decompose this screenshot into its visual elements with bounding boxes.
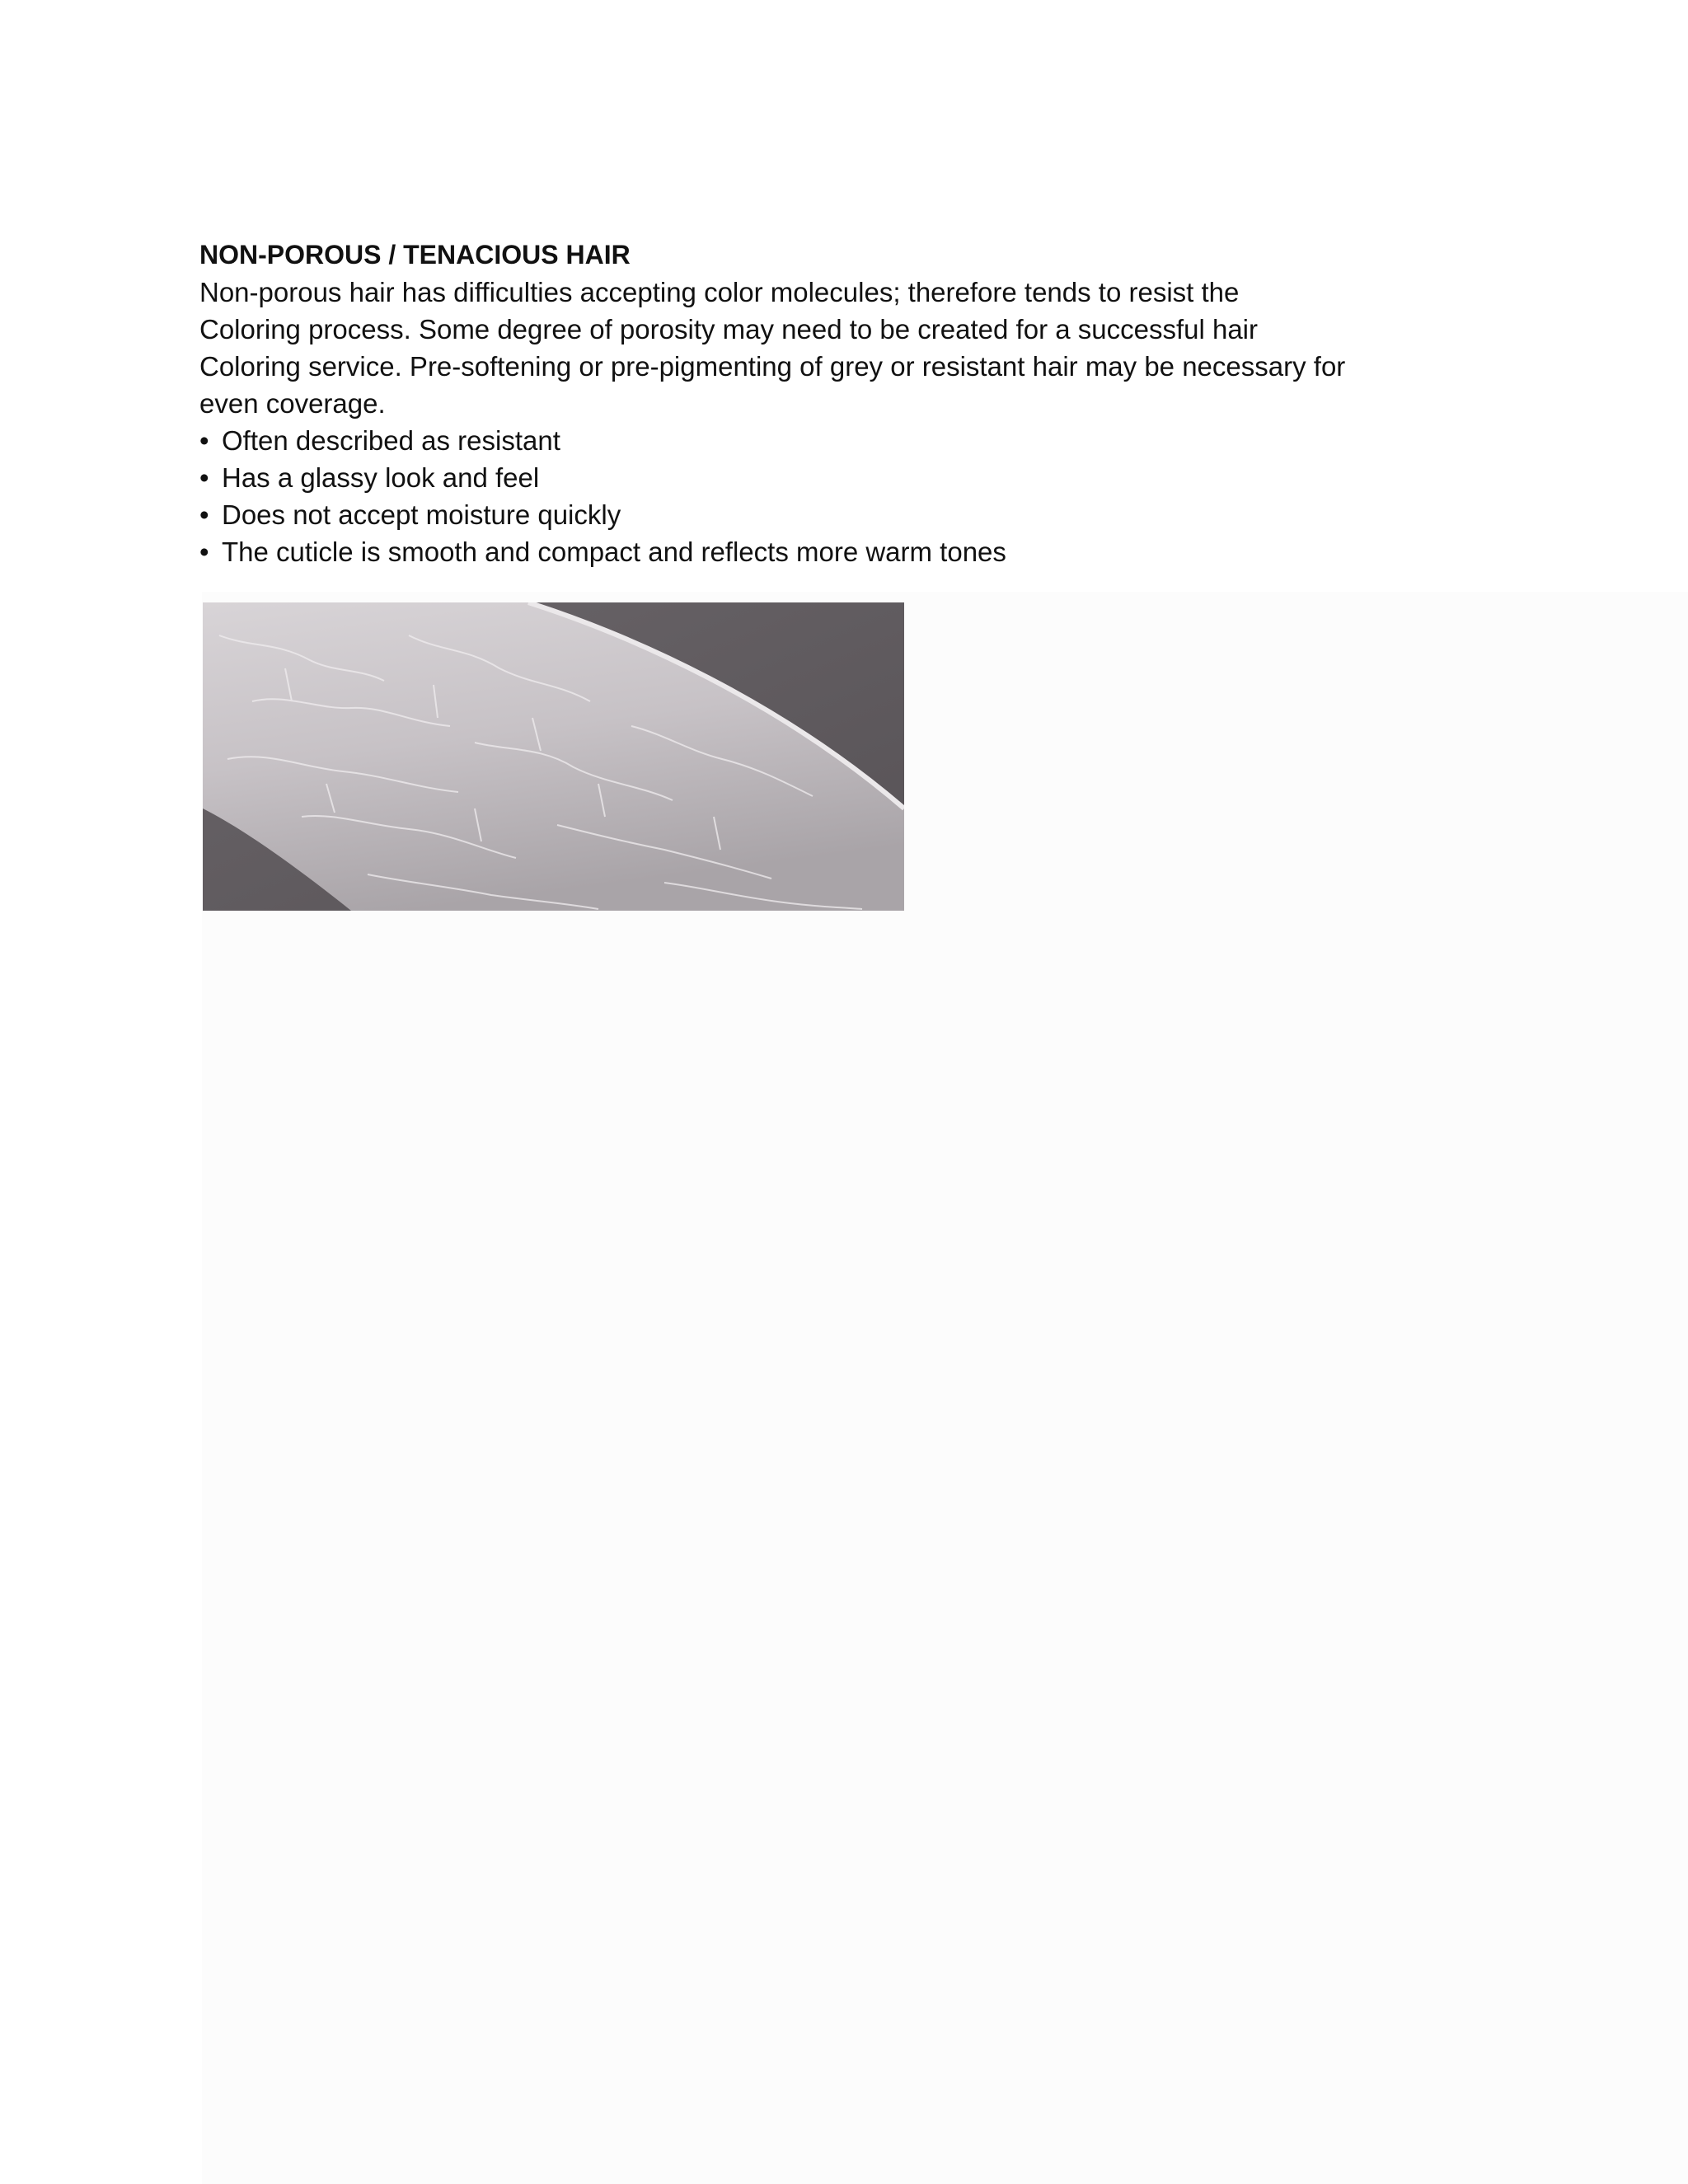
list-item-text: The cuticle is smooth and compact and reflects more warm tones xyxy=(222,537,1006,567)
list-item-text: Has a glassy look and feel xyxy=(222,462,540,493)
bullet-icon: • xyxy=(199,499,209,530)
list-item xyxy=(199,496,1436,533)
bullet-icon: • xyxy=(199,537,209,567)
list-item xyxy=(199,459,1436,496)
hair-strand-micrograph-image xyxy=(203,602,904,911)
description-paragraph xyxy=(199,274,1436,422)
characteristics-list xyxy=(199,422,1436,570)
paragraph-line: even coverage. xyxy=(199,388,386,419)
bullet-icon: • xyxy=(199,425,209,456)
bullet-icon: • xyxy=(199,462,209,493)
paragraph-line: Non-porous hair has difficulties accepting color molecules; therefore tends to resist the xyxy=(199,277,1240,307)
list-item-text: Does not accept moisture quickly xyxy=(222,499,621,530)
document-body xyxy=(199,237,1436,570)
list-item-text: Often described as resistant xyxy=(222,425,560,456)
paragraph-line: Coloring service. Pre-softening or pre-pigmenting of grey or resistant hair may be necessary for xyxy=(199,351,1346,382)
list-item xyxy=(199,533,1436,570)
section-heading: NON-POROUS / TENACIOUS HAIR xyxy=(199,240,631,269)
list-item xyxy=(199,422,1436,459)
paragraph-line: Coloring process. Some degree of porosity may need to be created for a successful hair xyxy=(199,314,1259,344)
